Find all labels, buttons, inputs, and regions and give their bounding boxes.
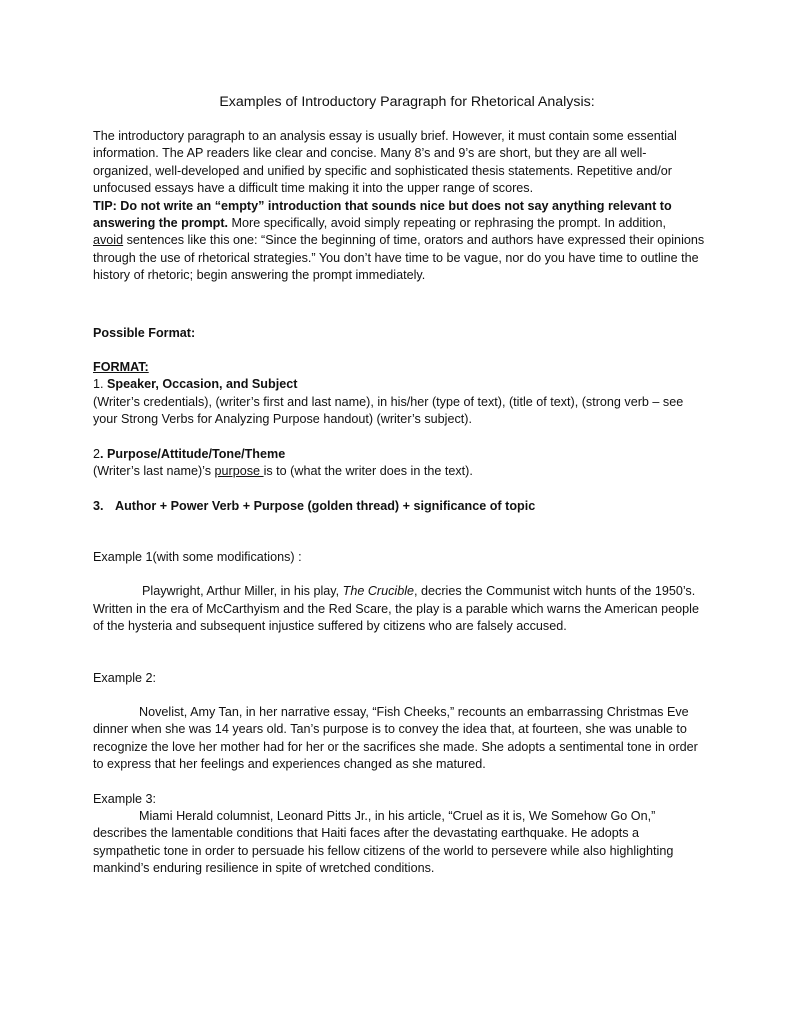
format-item-2-purpose-word: purpose: [214, 464, 264, 479]
format-item-2-label: . Purpose/Attitude/Tone/Theme: [100, 446, 286, 461]
example-2-label: Example 2:: [93, 670, 156, 685]
format-item-2-description: [93, 463, 705, 480]
format-item-1-number: 1.: [93, 377, 108, 392]
format-item-3-label: Author + Power Verb + Purpose (golden thread) + significance of topic: [115, 498, 536, 513]
intro-paragraph: [93, 128, 705, 285]
example-1-paragraph: [93, 583, 705, 635]
intro-text: The introductory paragraph to an analysis essay is usually brief. However, it must contain some essential information. The AP readers like clear and concise. Many 8’s and 9’s are short, but they are all well-organized, well-developed and unified by specific and sophisticated thesis statements. Repetitive and/or unfocused essays have a difficult time making it into the upper range of scores.: [93, 129, 677, 196]
example-1-text-part-2: , decries the Communist witch hunts of the 1950’s. Written in the era of McCarthyism and the Red Scare, the play is a parable which warns the American people of the hysteria and subsequent injustice suffered by citizens who are falsely accused.: [93, 584, 699, 634]
format-item-2: [93, 446, 705, 463]
document-page: [93, 92, 705, 878]
example-3-paragraph: Miami Herald columnist, Leonard Pitts Jr., in his article, “Cruel as it is, We Somehow Go On,” describes the lamentable conditions that Haiti faces after the devastating earthquake. He adopts a sympathetic tone in order to persuade his fellow citizens of the world to persevere while also highlighting mankind’s enduring resilience in spite of wretched conditions.: [93, 808, 674, 876]
format-item-2-number: 2: [93, 446, 101, 461]
format-item-1-label: Speaker, Occasion, and Subject: [107, 377, 298, 392]
tip-bold-text: TIP: Do not write an “empty” introduction that sounds nice but does not say anything relevant to answering the prompt.: [93, 198, 672, 231]
tip-avoid-word: avoid: [93, 233, 124, 248]
example-2-paragraph: Novelist, Amy Tan, in her narrative essay, “Fish Cheeks,” recounts an embarrassing Christmas Eve dinner when she was 14 years old. Tan’s purpose is to convey the idea that, at fourteen, she was unable to recognize the love her mother had for her or the sacrifices she made. She adopts a sentimental tone in order to express that her feelings and experiences changed as she matured.: [93, 704, 698, 772]
format-item-1-description: (Writer’s credentials), (writer’s first and last name), in his/her (type of text), (title of text), (strong verb – see your Strong Verbs for Analyzing Purpose handout) (writer’s subject).: [93, 394, 684, 427]
tip-text-part-1: More specifically, avoid simply repeating or rephrasing the prompt. In addition,: [228, 216, 667, 231]
format-item-2-desc-part-2: is to (what the writer does in the text).: [263, 464, 473, 479]
format-item-1: [93, 376, 705, 393]
example-1-play-title: The Crucible: [342, 584, 415, 599]
document-title: Examples of Introductory Paragraph for Rhetorical Analysis:: [219, 94, 595, 110]
tip-text-part-2: sentences like this one: “Since the beginning of time, orators and authors have expressed their opinions through the use of rhetorical strategies.” You don’t have time to be vague, nor do you have time to outline the history of rhetoric; begin answering the prompt immediately.: [93, 233, 705, 283]
example-1-text-part-1: Playwright, Arthur Miller, in his play,: [142, 584, 343, 599]
format-item-2-desc-part-1: (Writer’s last name)’s: [93, 464, 215, 479]
format-item-3: [93, 498, 705, 515]
example-1-label: Example 1(with some modifications) :: [93, 549, 302, 564]
format-heading: FORMAT:: [93, 360, 149, 375]
possible-format-heading: Possible Format:: [93, 325, 196, 340]
example-3-label: Example 3:: [93, 791, 156, 806]
format-item-3-number: 3.: [93, 498, 104, 513]
